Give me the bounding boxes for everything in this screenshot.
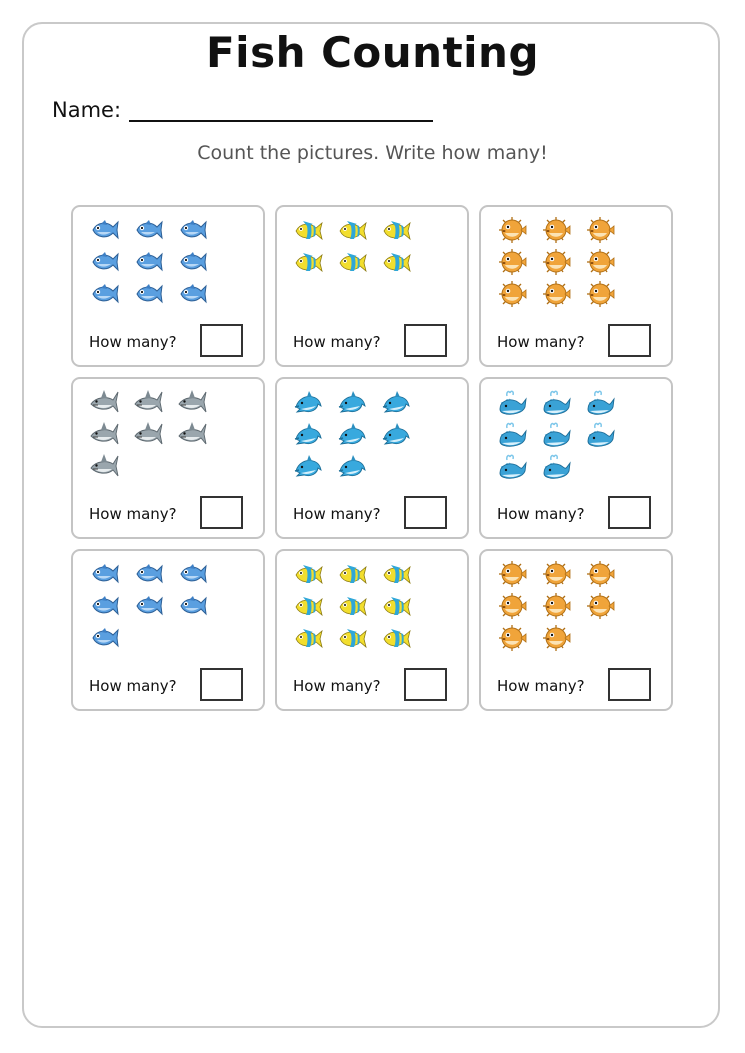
tropical-fish-icon [337, 591, 367, 621]
counting-card [71, 205, 265, 367]
how-many-label: How many? [293, 505, 381, 523]
blowfish-icon [497, 215, 527, 245]
answer-box[interactable] [608, 668, 651, 701]
shark-icon [89, 451, 119, 481]
blowfish-icon [497, 247, 527, 277]
answer-box[interactable] [608, 324, 651, 357]
counting-card [275, 377, 469, 539]
blue-fish-icon [89, 559, 119, 589]
animal-group [89, 387, 221, 483]
name-field[interactable] [129, 100, 433, 122]
tropical-fish-icon [337, 559, 367, 589]
name-label: Name: [52, 98, 122, 122]
animal-group [293, 387, 425, 483]
tropical-fish-icon [381, 559, 411, 589]
dolphin-icon [337, 451, 367, 481]
counting-card [275, 549, 469, 711]
whale-icon [497, 387, 527, 417]
whale-icon [497, 451, 527, 481]
blue-fish-icon [89, 215, 119, 245]
animal-group [89, 215, 221, 311]
instructions: Count the pictures. Write how many! [197, 142, 548, 164]
blue-fish-icon [133, 247, 163, 277]
dolphin-icon [293, 387, 323, 417]
shark-icon [89, 387, 119, 417]
how-many-label: How many? [89, 677, 177, 695]
dolphin-icon [293, 451, 323, 481]
how-many-label: How many? [497, 505, 585, 523]
blue-fish-icon [133, 279, 163, 309]
blue-fish-icon [89, 623, 119, 653]
how-many-label: How many? [497, 333, 585, 351]
whale-icon [541, 419, 571, 449]
dolphin-icon [381, 419, 411, 449]
blowfish-icon [585, 591, 615, 621]
blue-fish-icon [89, 591, 119, 621]
counting-grid [71, 205, 674, 711]
answer-box[interactable] [200, 496, 243, 529]
blue-fish-icon [89, 247, 119, 277]
animal-group [497, 387, 629, 483]
answer-box[interactable] [404, 496, 447, 529]
blowfish-icon [497, 623, 527, 653]
tropical-fish-icon [293, 215, 323, 245]
blue-fish-icon [177, 591, 207, 621]
dolphin-icon [293, 419, 323, 449]
answer-box[interactable] [200, 668, 243, 701]
answer-box[interactable] [200, 324, 243, 357]
tropical-fish-icon [381, 215, 411, 245]
tropical-fish-icon [293, 591, 323, 621]
shark-icon [89, 419, 119, 449]
shark-icon [133, 387, 163, 417]
blue-fish-icon [177, 247, 207, 277]
blue-fish-icon [89, 279, 119, 309]
tropical-fish-icon [293, 559, 323, 589]
blowfish-icon [541, 215, 571, 245]
how-many-label: How many? [89, 505, 177, 523]
blowfish-icon [541, 623, 571, 653]
whale-icon [585, 419, 615, 449]
counting-card [479, 205, 673, 367]
counting-card [479, 549, 673, 711]
answer-box[interactable] [404, 324, 447, 357]
blowfish-icon [541, 279, 571, 309]
tropical-fish-icon [381, 623, 411, 653]
animal-group [497, 559, 629, 655]
how-many-label: How many? [89, 333, 177, 351]
tropical-fish-icon [381, 591, 411, 621]
counting-card [71, 377, 265, 539]
tropical-fish-icon [337, 247, 367, 277]
answer-box[interactable] [608, 496, 651, 529]
blowfish-icon [497, 591, 527, 621]
animal-group [293, 215, 425, 279]
shark-icon [177, 419, 207, 449]
dolphin-icon [381, 387, 411, 417]
counting-card [71, 549, 265, 711]
blowfish-icon [541, 559, 571, 589]
whale-icon [497, 419, 527, 449]
blue-fish-icon [133, 591, 163, 621]
blowfish-icon [497, 559, 527, 589]
blue-fish-icon [133, 559, 163, 589]
how-many-label: How many? [497, 677, 585, 695]
shark-icon [133, 419, 163, 449]
shark-icon [177, 387, 207, 417]
blue-fish-icon [177, 279, 207, 309]
answer-box[interactable] [404, 668, 447, 701]
blowfish-icon [497, 279, 527, 309]
how-many-label: How many? [293, 677, 381, 695]
blowfish-icon [585, 279, 615, 309]
blue-fish-icon [133, 215, 163, 245]
blowfish-icon [585, 215, 615, 245]
blue-fish-icon [177, 215, 207, 245]
dolphin-icon [337, 387, 367, 417]
tropical-fish-icon [293, 247, 323, 277]
animal-group [293, 559, 425, 655]
counting-card [479, 377, 673, 539]
blue-fish-icon [177, 559, 207, 589]
tropical-fish-icon [293, 623, 323, 653]
blowfish-icon [541, 247, 571, 277]
tropical-fish-icon [381, 247, 411, 277]
dolphin-icon [337, 419, 367, 449]
tropical-fish-icon [337, 215, 367, 245]
blowfish-icon [541, 591, 571, 621]
whale-icon [541, 451, 571, 481]
how-many-label: How many? [293, 333, 381, 351]
blowfish-icon [585, 247, 615, 277]
whale-icon [541, 387, 571, 417]
name-row [52, 98, 433, 122]
whale-icon [585, 387, 615, 417]
tropical-fish-icon [337, 623, 367, 653]
blowfish-icon [585, 559, 615, 589]
animal-group [497, 215, 629, 311]
page-title: Fish Counting [205, 28, 540, 77]
animal-group [89, 559, 221, 655]
counting-card [275, 205, 469, 367]
